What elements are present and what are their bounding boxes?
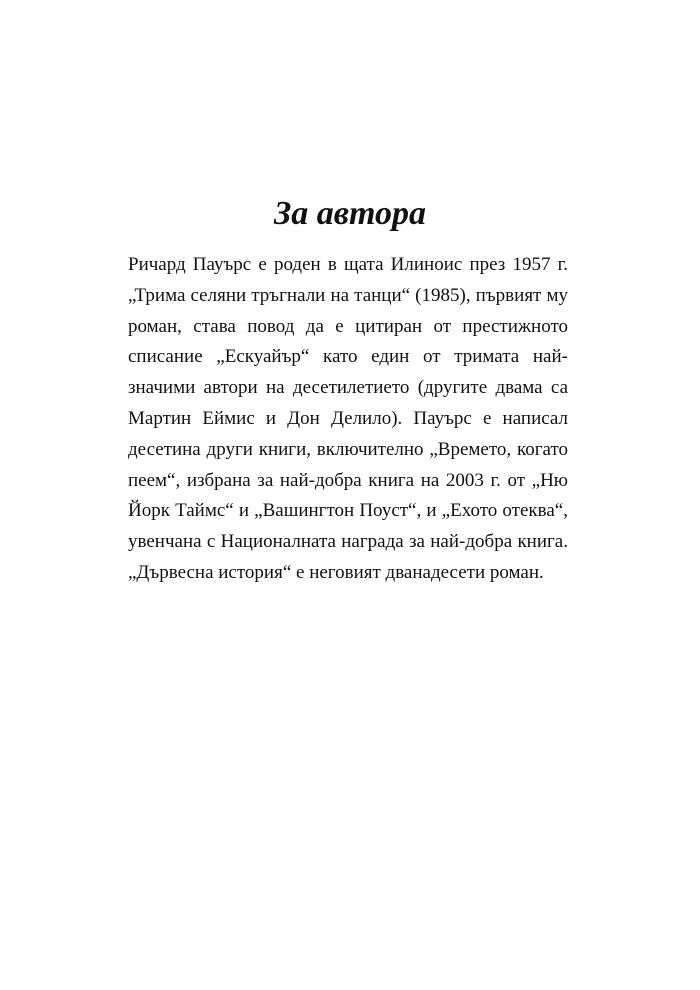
paragraph-line: списание „Ескуайър“ като един от тримата най- (128, 346, 568, 368)
paragraph-line: значими автори на десетилетието (другите двама са (128, 377, 568, 399)
paragraph-line: Мартин Еймис и Дон Делило). Пауърс е написал (128, 407, 568, 429)
paragraph-line: Ричард Пауърс е роден в щата Илиноис през 1957 г. (128, 254, 568, 275)
paragraph-line: „Дървесна история“ е неговият дванадесети роман. (128, 561, 544, 583)
author-bio-paragraph (128, 250, 568, 589)
paragraph-line: роман, става повод да е цитиран от престижното (128, 315, 568, 337)
paragraph-line: увенчана с Националната награда за най-добра книга. (128, 531, 568, 553)
page-title: За автора (274, 195, 426, 232)
paragraph-line: Йорк Таймс“ и „Вашингтон Поуст“, и „Ехото отеква“, (128, 500, 568, 522)
paragraph-line: пеем“, избрана за най-добра книга на 2003 г. от „Ню (128, 469, 568, 491)
paragraph-line: „Трима селяни тръгнали на танци“ (1985), първият му (128, 284, 568, 306)
paragraph-line: десетина други книги, включително „Времето, когато (128, 438, 568, 460)
